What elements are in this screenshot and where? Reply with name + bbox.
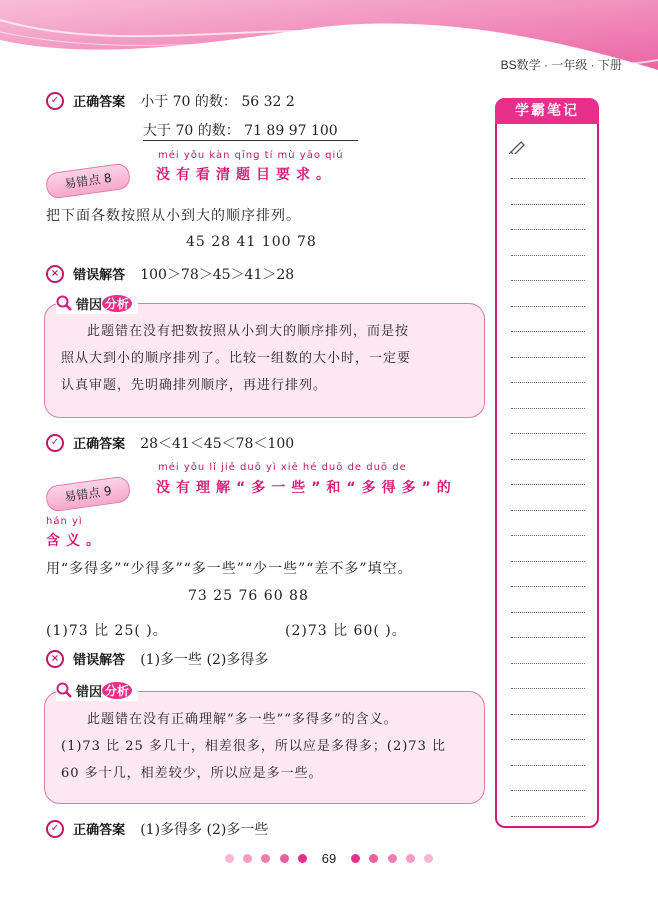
- note-line: [511, 484, 585, 485]
- blank-question-2: (2)73 比 60( )。: [285, 623, 407, 639]
- wrong-answer-row-8: [46, 263, 294, 284]
- correct-answer-label: 正确答案: [73, 823, 126, 838]
- error9-question: 用“多得多”“少得多”“多一些”“少一些”“差不多”填空。: [46, 561, 413, 577]
- error9-pinyin: méi yǒu lǐ jiě duō yì xiē hé duō de duō de: [158, 462, 407, 473]
- footer-dot: [225, 854, 234, 863]
- footer-dot: [388, 854, 397, 863]
- footer-dot: [424, 854, 433, 863]
- footer-dot: [243, 854, 252, 863]
- correct-answer-label: 正确答案: [73, 95, 126, 110]
- note-line: [511, 765, 585, 766]
- note-line: [511, 561, 585, 562]
- error8-pinyin: méi yǒu kàn qīng tí mù yāo qiú: [158, 150, 344, 161]
- reason-head-accent: 分析: [102, 682, 132, 699]
- correct-answer-row-8: [46, 432, 294, 453]
- note-line: [511, 433, 585, 434]
- error9-numbers: 73 25 76 60 88: [188, 588, 309, 604]
- correct-answer-row-9: [46, 818, 268, 839]
- reason-line: 照从大到小的顺序排列了。比较一组数的大小时，一定要: [61, 351, 412, 366]
- note-line: [511, 612, 585, 613]
- note-line: [511, 229, 585, 230]
- reason-line: 此题错在没有正确理解“多一些”“多得多”的含义。: [87, 712, 398, 727]
- correct-answer-row-1: [46, 90, 295, 111]
- note-line: [511, 178, 585, 179]
- note-line: [511, 255, 585, 256]
- error8-numbers: 45 28 41 100 78: [186, 234, 317, 250]
- wrong-answer-label: 错误解答: [73, 268, 126, 283]
- reason-head-accent: 分析: [102, 295, 132, 312]
- note-line: [511, 510, 585, 511]
- correct-answer-label: 正确答案: [73, 437, 126, 452]
- check-icon: ✓: [46, 92, 64, 110]
- book-label: BS数学 · 一年级 · 下册: [500, 58, 622, 72]
- note-line: [511, 280, 585, 281]
- note-line: [511, 382, 585, 383]
- reason-head-text: 错因: [76, 684, 103, 700]
- error9-pinyin-2: hán yì: [46, 516, 83, 527]
- error8-question: 把下面各数按照从小到大的顺序排列。: [46, 208, 301, 224]
- error9-reason-heading: [56, 679, 138, 701]
- footer-dot: [369, 854, 378, 863]
- note-line: [511, 408, 585, 409]
- reason-line: 认真审题，先明确排列顺序，再进行排列。: [61, 378, 328, 393]
- page-number: 69: [321, 851, 337, 866]
- greater-than-70-line: 大于 70 的数： 71 89 97 100: [143, 120, 358, 141]
- error-point-tag-9: 易错点 9: [45, 475, 132, 512]
- footer-dot: [351, 854, 360, 863]
- footer-dot: [406, 854, 415, 863]
- check-icon: ✓: [46, 434, 64, 452]
- note-line: [511, 306, 585, 307]
- note-line: [511, 739, 585, 740]
- note-line: [511, 459, 585, 460]
- wrong-answer-text: 100＞78＞45＞41＞28: [140, 266, 295, 283]
- note-line: [511, 637, 585, 638]
- correct-answer-text: 28＜41＜45＜78＜100: [140, 435, 295, 452]
- wrong-answer-text: (1)多一些 (2)多得多: [140, 651, 269, 668]
- error9-title-2: 含义。: [46, 533, 106, 549]
- magnifier-icon: [56, 295, 72, 311]
- error8-reason-box: [44, 303, 485, 418]
- note-line: [511, 357, 585, 358]
- reason-line: (1)73 比 25 多几十，相差很多，所以应是多得多；(2)73 比: [61, 739, 446, 754]
- note-line: [511, 663, 585, 664]
- footer-dot: [261, 854, 270, 863]
- cross-icon: ×: [46, 650, 64, 668]
- less-than-70-line: 小于 70 的数： 56 32 2: [140, 93, 295, 110]
- note-line: [511, 714, 585, 715]
- error8-reason-heading: [56, 292, 138, 314]
- error9-title: 没有理解“多一些”和“多得多”的: [156, 480, 457, 496]
- page-footer: [0, 848, 658, 867]
- note-line: [511, 535, 585, 536]
- blank-question-1: (1)73 比 25( )。: [46, 623, 168, 639]
- reason-line: 此题错在没有把数按照从小到大的顺序排列，而是按: [87, 324, 410, 339]
- note-line: [511, 586, 585, 587]
- cross-icon: ×: [46, 265, 64, 283]
- wrong-answer-label: 错误解答: [73, 653, 126, 668]
- wrong-answer-row-9: [46, 648, 268, 669]
- check-icon: ✓: [46, 820, 64, 838]
- footer-dot: [280, 854, 289, 863]
- pencil-icon: [509, 140, 527, 154]
- note-line: [511, 204, 585, 205]
- note-line: [511, 331, 585, 332]
- error9-reason-box: [44, 691, 485, 804]
- notes-sidebar-title: 学霸笔记: [495, 98, 599, 124]
- error-point-tag-8: 易错点 8: [45, 162, 132, 199]
- note-line: [511, 816, 585, 817]
- reason-line: 60 多十几，相差较少，所以应是多一些。: [61, 766, 323, 781]
- notes-sidebar: [495, 98, 599, 828]
- reason-head-text: 错因: [76, 297, 103, 313]
- note-line: [511, 790, 585, 791]
- error8-title: 没有看清题目要求。: [156, 167, 336, 183]
- footer-dot: [298, 854, 307, 863]
- correct-answer-text: (1)多得多 (2)多一些: [140, 821, 269, 838]
- magnifier-icon: [56, 682, 72, 698]
- note-line: [511, 688, 585, 689]
